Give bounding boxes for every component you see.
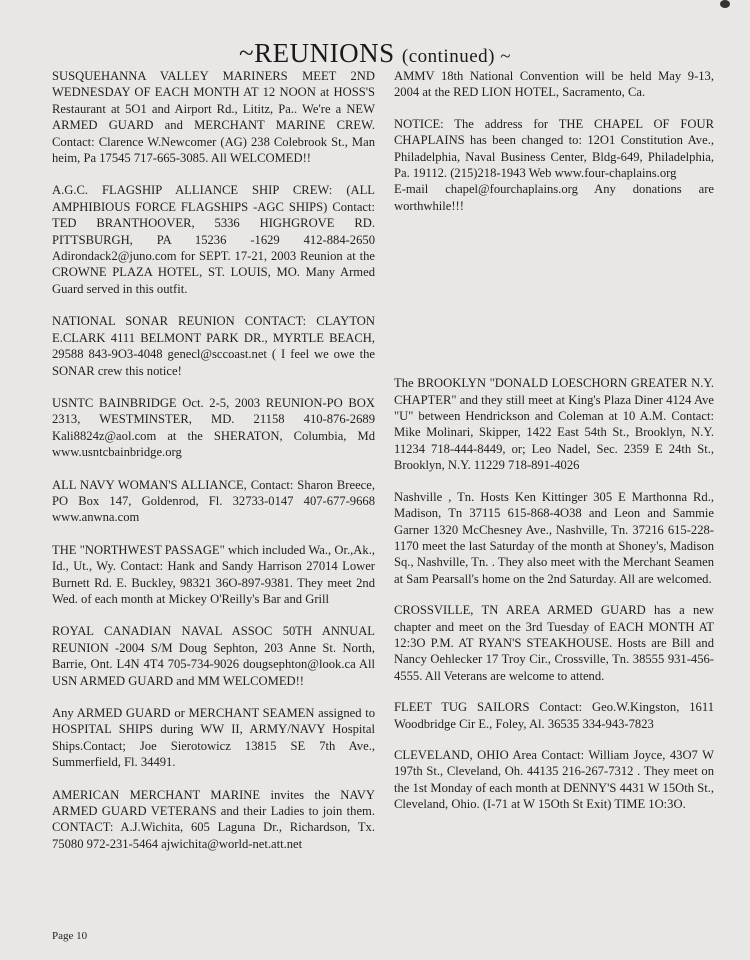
notice-four-chaplains-email: E-mail chapel@fourchaplains.org Any donations are worthwhile!!! [394,182,714,213]
reunion-entry-susquehanna: SUSQUEHANNA VALLEY MARINERS MEET 2ND WEDNESDAY OF EACH MONTH AT 12 NOON at HOSS'S Restaurant at 5O1 and Airport Rd., Lititz, Pa.. We're a NEW ARMED GUARD and MERCHANT MARINE CREW. Contact: Clarence W.Newcomer (AG) 238 Colebrook St., Man heim, Pa 17545 717-665-3085. All WELCOMED!! [52,69,375,166]
reunion-entry-cleveland: CLEVELAND, OHIO Area Contact: William Joyce, 43O7 W 197th St., Cleveland, Oh. 44135 216-267-7312 . They meet on the 1st Monday of each month at DENNY'S 4431 W 15Oth St., Cleveland, Ohio. (I-71 at W 15Oth St Exit) TIME 1O:3O. [394,747,714,812]
page-number: Page 10 [52,930,88,942]
reunion-entry-crossville: CROSSVILLE, TN AREA ARMED GUARD has a new chapter and meet on the 3rd Tuesday of EACH MONTH AT 12:3O P.M. AT RYAN'S STEAKHOUSE. Hosts are Bill and Nancy Oehlecker 17 Troy Cir., Crossville, Tn. 38555 931-456-4555. All Veterans are welcome to attend. [394,603,714,683]
page-title [0,38,750,69]
left-column [52,68,375,868]
reunion-entry-northwest-passage: THE "NORTHWEST PASSAGE" which included Wa., Or.,Ak., Id., Ut., Wy. Contact: Hank and Sandy Harrison 27014 Lower Burnett Rd. E. Buckley, 98321 36O-897-9381. They meet 2nd Wed. of each month at Mickey O'Reilly's Bar and Grill [52,542,375,606]
column-blank-space [394,229,714,375]
title-subtitle: (continued) ~ [401,46,511,67]
reunion-entry-navy-womans-alliance: ALL NAVY WOMAN'S ALLIANCE, Contact: Sharon Breece, PO Box 147, Goldenrod, Fl. 32733-0147 407-677-9668 www.anwna.com [52,477,375,525]
reunion-entry-ammv-convention: AMMV 18th National Convention will be held May 9-13, 2004 at the RED LION HOTEL, Sacramento, Ca. [394,69,714,100]
title-main: ~REUNIONS [239,38,395,68]
reunion-entry-nashville: Nashville , Tn. Hosts Ken Kittinger 305 E Marthonna Rd., Madison, Tn 37115 615-868-4O38 and Leon and Sammie Garner 1320 McChesney Ave., Nashville, Tn. 37216 615-228-1170 meet the last Saturday of the month at Shoney's, Madison Sq., Nashville, Tn. . They also meet with the Merchant Seamen at Sam Pearsall's home on the 2nd Saturday. All are welcomed. [394,489,714,586]
reunion-entry-hospital-ships: Any ARMED GUARD or MERCHANT SEAMEN assigned to HOSPITAL SHIPS during WW II, ARMY/NAVY Hospital Ships.Contact; Joe Sierotowicz 13815 SE 7th Ave., Summerfield, Fl. 34491. [52,706,375,770]
reunion-entry-royal-canadian: ROYAL CANADIAN NAVAL ASSOC 50TH ANNUAL REUNION -2004 S/M Doug Sephton, 203 Anne St. North, Barrie, Ont. L4N 4T4 705-734-9026 dougsephton@look.ca All USN ARMED GUARD and MM WELCOMED!! [52,624,375,688]
notice-four-chaplains: NOTICE: The address for THE CHAPEL OF FOUR CHAPLAINS has been changed to: 12O1 Constitution Ave., Philadelphia, Naval Business Center, Bldg-649, Philadelphia, Pa. 19112. (215)218-1943 Web www.four-chaplains.org [394,116,714,181]
reunion-entry-national-sonar: NATIONAL SONAR REUNION CONTACT: CLAYTON E.CLARK 4111 BELMONT PARK DR., MYRTLE BEACH, 29588 843-9O3-4048 genecl@sccoast.net ( I feel we owe the SONAR crew this notice! [52,314,375,378]
reunion-entry-brooklyn: The BROOKLYN "DONALD LOESCHORN GREATER N.Y. CHAPTER" and they still meet at King's Plaza Diner 4124 Ave "U" between Hendrickson and Coleman at 10 A.M. Contact: Mike Molinari, Skipper, 1422 East 54th St., Brooklyn, N.Y. 11234 718-444-8449, or; Leo Nadel, Sec. 2359 E 24th St., Brooklyn, N.Y. 11229 718-891-4026 [394,376,714,473]
reunion-entry-american-merchant-marine: AMERICAN MERCHANT MARINE invites the NAVY ARMED GUARD VETERANS and their Ladies to join them. CONTACT: A.J.Wichita, 605 Laguna Dr., Richardson, Tx. 75080 972-231-5464 ajwichita@world-net.att.net [52,787,375,851]
reunion-entry-usntc-bainbridge: USNTC BAINBRIDGE Oct. 2-5, 2003 REUNION-PO BOX 2313, WESTMINSTER, MD. 21158 410-876-2689 Kali8824z@aol.com at the SHERATON, Columbia, Md www.usntcbainbridge.org [52,395,375,460]
reunion-entry-agc-flagship: A.G.C. FLAGSHIP ALLIANCE SHIP CREW: (ALL AMPHIBIOUS FORCE FLAGSHIPS -AGC SHIPS) Contact: TED BRANTHOOVER, 5336 HIGHGROVE RD. PITTSBURGH, PA 15236 -1629 412-884-2650 Adirondack2@juno.com for SEPT. 17-21, 2003 Reunion at the CROWNE PLAZA HOTEL, ST. LOUIS, MO. Many Armed Guard served in this outfit. [52,183,375,296]
right-column [394,68,714,828]
ink-spot [720,0,730,8]
reunion-entry-fleet-tug: FLEET TUG SAILORS Contact: Geo.W.Kingston, 1611 Woodbridge Cir E., Foley, Al. 36535 334-943-7823 [394,700,714,731]
